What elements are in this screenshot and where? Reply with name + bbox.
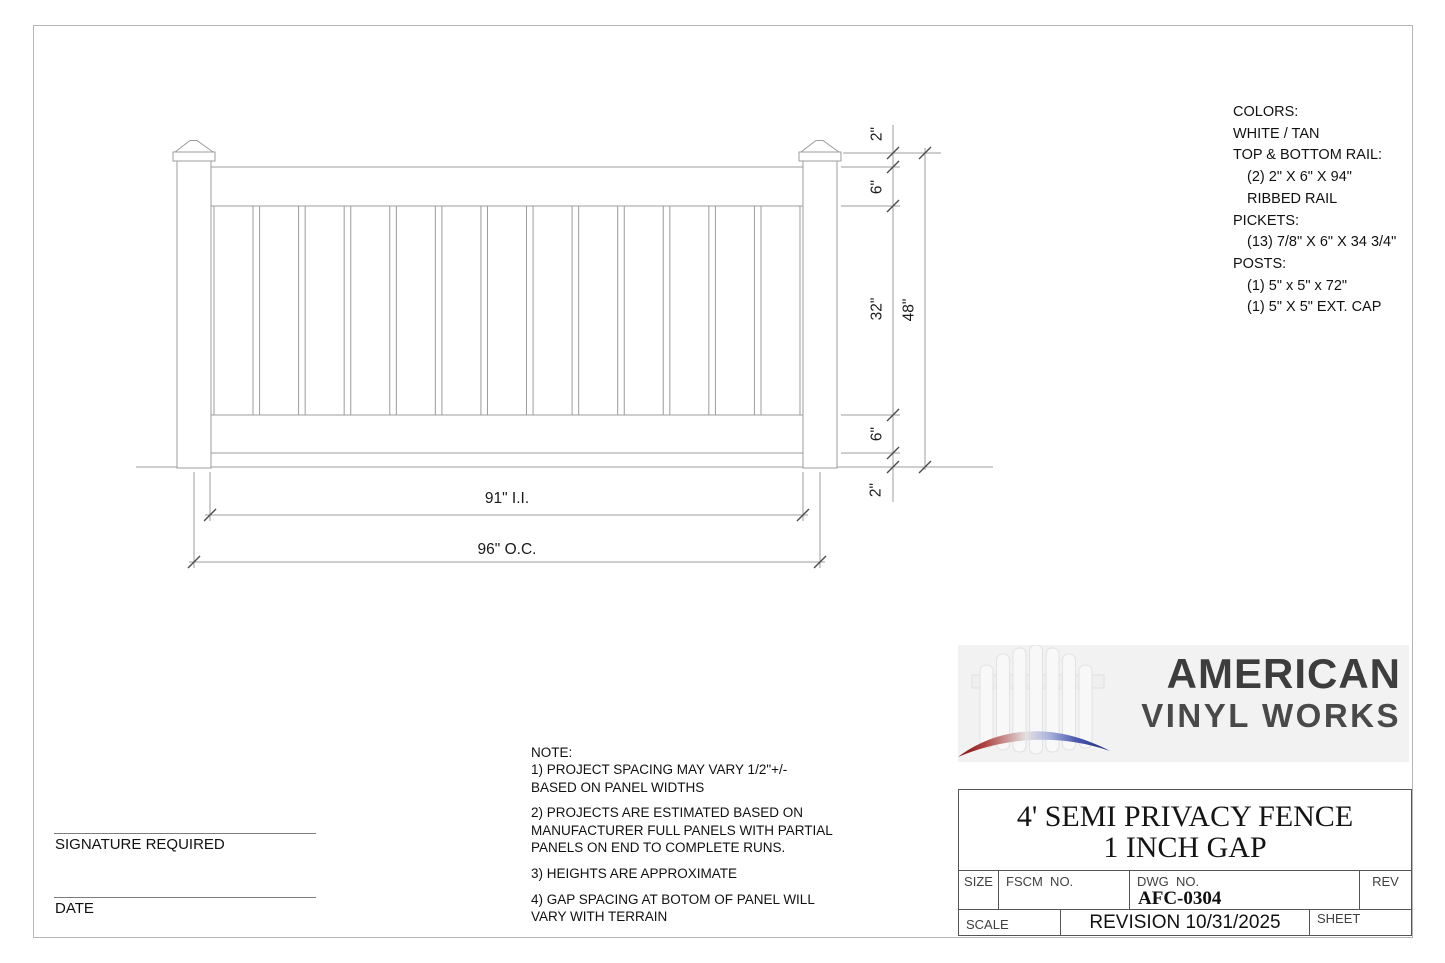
materials-line: (2) 2" X 6" X 94" bbox=[1247, 169, 1352, 186]
note-line: VARY WITH TERRAIN bbox=[531, 908, 668, 924]
logo-line1: AMERICAN bbox=[1166, 650, 1401, 697]
note-line: 4) GAP SPACING AT BOTOM OF PANEL WILL bbox=[531, 891, 815, 907]
dim-label-overall-height: 48" bbox=[900, 298, 918, 322]
right-post-body bbox=[803, 161, 837, 468]
note-line: 2) PROJECTS ARE ESTIMATED BASED ON bbox=[531, 805, 804, 821]
dwg-number: AFC-0304 bbox=[1138, 888, 1222, 909]
materials-line: (1) 5" X 5" EXT. CAP bbox=[1247, 299, 1382, 316]
dwg-label: DWG NO. bbox=[1137, 874, 1200, 889]
materials-line: TOP & BOTTOM RAIL: bbox=[1233, 147, 1383, 164]
revision-cell bbox=[1060, 910, 1309, 935]
date-line[interactable] bbox=[54, 897, 316, 898]
fscm-cell bbox=[998, 871, 1129, 909]
materials-line: RIBBED RAIL bbox=[1247, 190, 1338, 207]
materials-line: (1) 5" x 5" x 72" bbox=[1247, 277, 1348, 294]
sheet-cell bbox=[1309, 910, 1411, 935]
dim-label-bottom-gap: 2" bbox=[867, 482, 885, 498]
picket bbox=[533, 206, 572, 415]
left-post bbox=[173, 141, 215, 469]
signature-line[interactable] bbox=[54, 833, 316, 834]
logo-fence-graphic bbox=[958, 645, 1138, 762]
materials-line: POSTS: bbox=[1233, 255, 1287, 272]
dim-label-top-gap: 2" bbox=[868, 126, 886, 142]
picket bbox=[442, 206, 481, 415]
dimension-extension-lines-right bbox=[841, 153, 941, 453]
drawing-title bbox=[959, 790, 1411, 863]
dim-label-bottom-rail: 6" bbox=[868, 426, 886, 442]
rev-cell bbox=[1359, 871, 1411, 909]
picket bbox=[579, 206, 618, 415]
dimension-ticks-bottom bbox=[188, 509, 826, 568]
picket bbox=[214, 206, 253, 415]
note-line: NOTE: bbox=[531, 745, 573, 760]
dwg-cell bbox=[1129, 871, 1359, 909]
picket bbox=[624, 206, 663, 415]
picket bbox=[260, 206, 299, 415]
note-line: 3) HEIGHTS ARE APPROXIMATE bbox=[531, 865, 738, 881]
drawing-title-line2: 1 INCH GAP bbox=[1103, 831, 1267, 864]
dim-label-picket-area: 32" bbox=[868, 297, 886, 321]
title-block bbox=[958, 789, 1412, 936]
sheet-label: SHEET bbox=[1317, 911, 1361, 926]
picket bbox=[670, 206, 709, 415]
picket bbox=[488, 206, 527, 415]
note-line: PANELS ON END TO COMPLETE RUNS. bbox=[531, 839, 786, 855]
rev-label: REV bbox=[1372, 874, 1399, 889]
picket bbox=[305, 206, 344, 415]
date-label: DATE bbox=[55, 900, 94, 917]
materials-line: COLORS: bbox=[1233, 104, 1299, 120]
scale-cell bbox=[959, 910, 1060, 935]
title-block-row2 bbox=[959, 909, 1411, 935]
title-block-row1 bbox=[959, 870, 1411, 909]
logo-line2: VINYL WORKS bbox=[1141, 697, 1401, 734]
bottom-rail bbox=[211, 415, 803, 453]
materials-line: WHITE / TAN bbox=[1233, 125, 1320, 142]
materials-line: (13) 7/8" X 6" X 34 3/4" bbox=[1247, 234, 1397, 251]
materials-spec-block bbox=[1233, 102, 1433, 319]
dim-label-top-rail: 6" bbox=[868, 179, 886, 195]
drawing-title-line1: 4' SEMI PRIVACY FENCE bbox=[1016, 800, 1354, 833]
scale-label: SCALE bbox=[966, 917, 1009, 932]
fscm-label: FSCM NO. bbox=[1006, 874, 1074, 889]
top-rail bbox=[211, 167, 803, 206]
right-post-cap-band bbox=[799, 152, 841, 161]
picket bbox=[761, 206, 800, 415]
right-post bbox=[799, 141, 841, 469]
note-line: 1) PROJECT SPACING MAY VARY 1/2"+/- bbox=[531, 762, 788, 778]
left-post-cap-band bbox=[173, 152, 215, 161]
left-post-body bbox=[177, 161, 211, 468]
note-line: BASED ON PANEL WIDTHS bbox=[531, 779, 705, 795]
dim-label-inside-width: 91" I.I. bbox=[484, 490, 530, 507]
picket bbox=[715, 206, 754, 415]
size-cell bbox=[959, 871, 998, 909]
right-post-cap-peak bbox=[801, 141, 839, 153]
notes-block bbox=[531, 744, 871, 925]
logo-text bbox=[1141, 651, 1401, 735]
revision-text: REVISION 10/31/2025 bbox=[1089, 912, 1281, 933]
materials-line: PICKETS: bbox=[1233, 212, 1300, 229]
note-line: MANUFACTURER FULL PANELS WITH PARTIAL bbox=[531, 822, 833, 838]
left-post-cap-peak bbox=[175, 141, 213, 153]
pickets-group bbox=[214, 206, 800, 415]
company-logo-band bbox=[958, 645, 1409, 762]
size-label: SIZE bbox=[964, 874, 993, 889]
dim-label-on-center-width: 96" O.C. bbox=[477, 541, 537, 558]
picket bbox=[396, 206, 435, 415]
picket bbox=[351, 206, 390, 415]
signature-label: SIGNATURE REQUIRED bbox=[55, 836, 225, 853]
